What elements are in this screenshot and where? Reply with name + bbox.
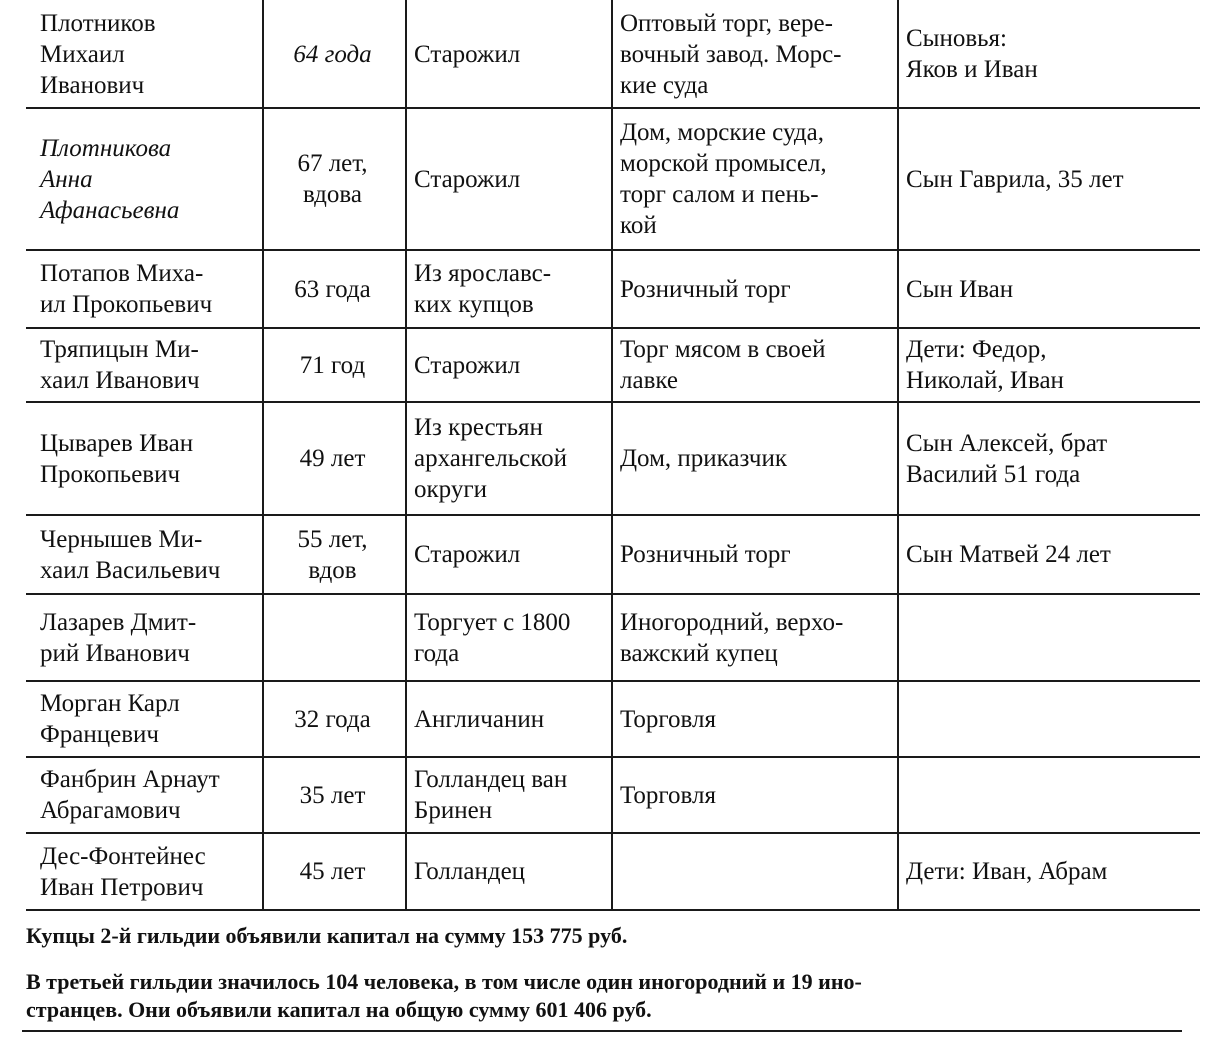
cell-line: Яков и Иван [906,56,1038,83]
cell-line: лавке [620,367,678,394]
cell-line: вочный завод. Морс- [620,40,842,68]
cell-line: ких купцов [414,291,534,318]
cell-line: Тряпицын Ми- [40,336,199,363]
cell-line: Старожил [414,40,521,68]
cell-line: 63 года [294,275,371,303]
cell-line: Абрагамович [40,797,181,824]
merchant-age [263,39,402,70]
note-second-guild: Купцы 2-й гильдии объявили капитал на сумму 153 775 руб. [26,923,628,948]
cell-line: важский купец [620,639,778,667]
merchant-origin [414,856,608,887]
cell-line: рий Иванович [40,639,190,667]
cell-line: Чернышев Ми- [40,525,203,553]
merchant-origin [414,258,608,320]
merchant-origin [414,164,608,195]
merchant-name [40,524,259,586]
cell-line: Иванович [40,71,145,99]
cell-line: Торг мясом в своей [620,336,826,363]
cell-line: округи [414,476,487,503]
cell-line: торг салом и пень- [620,181,819,208]
cell-line: Розничный торг [620,541,791,568]
merchant-age [263,443,402,474]
row-divider [26,107,1200,109]
cell-line: 64 года [293,40,372,68]
cell-line: Сын Алексей, брат [906,429,1108,457]
merchant-origin [414,412,608,505]
cell-line: Дес-Фонтейнес [40,842,206,870]
merchant-name [40,428,259,490]
merchant-age [263,524,402,586]
cell-line: хаил Иванович [40,367,200,394]
cell-line: вдова [303,181,362,208]
merchant-age [263,704,402,735]
cell-line: Плотникова [40,134,172,162]
cell-line: Из крестьян [414,414,543,441]
cell-line: Старожил [414,165,521,193]
merchant-name [40,688,259,750]
cell-line: Торговля [620,705,716,733]
merchant-occupation [620,607,894,669]
cell-line: Голландец ван [414,766,568,793]
cell-line: Дети: Федор, [906,336,1047,363]
row-divider [26,514,1200,516]
cell-line: кие суда [620,71,709,99]
column-divider [611,0,613,910]
row-divider [26,401,1200,403]
cell-line: 67 лет, [297,150,368,177]
cell-line: 45 лет [299,858,366,885]
merchant-origin [414,350,608,381]
row-divider [26,832,1200,834]
cell-line: 35 лет [299,781,366,809]
merchant-family [906,334,1196,396]
merchant-origin [414,704,608,735]
merchant-origin [414,764,608,826]
cell-line: ил Прокопьевич [40,291,213,318]
cell-line: Дом, морские суда, [620,119,824,146]
merchant-age [263,780,402,811]
merchant-age [263,856,402,887]
merchant-family [906,539,1196,570]
row-divider [26,756,1200,758]
merchant-occupation [620,117,894,241]
row-divider [26,909,1200,911]
cell-line: Прокопьевич [40,460,181,488]
merchant-name [40,607,259,669]
cell-line: Иногородний, верхо- [620,608,844,636]
merchant-occupation [620,274,894,305]
merchant-occupation [620,8,894,101]
merchant-family [906,856,1196,887]
cell-line: Афанасьевна [40,196,180,224]
row-divider [26,327,1200,329]
cell-line: Анна [40,165,93,193]
merchant-age [263,148,402,210]
cell-line: Торгует с 1800 [414,608,571,636]
cell-line: Плотников [40,9,156,37]
cell-line: Иван Петрович [40,873,204,901]
merchant-family [906,23,1196,85]
merchant-origin [414,539,608,570]
merchant-occupation [620,539,894,570]
merchant-family [906,428,1196,490]
cell-line: Цыварев Иван [40,429,194,457]
cell-line: Старожил [414,351,521,379]
cell-line: Лазарев Дмит- [40,608,197,636]
cell-line: Сын Иван [906,275,1014,303]
cell-line: Сын Матвей 24 лет [906,541,1111,568]
cell-line: Торговля [620,781,716,809]
cell-line: хаил Васильевич [40,556,221,584]
merchant-origin [414,607,608,669]
merchant-family [906,164,1196,195]
cell-line: Из ярославс- [414,260,552,287]
cell-line: Францевич [40,721,159,748]
merchant-name [40,764,259,826]
merchant-name [40,8,259,101]
cell-line: Оптовый торг, вере- [620,9,833,37]
cell-line: 71 год [299,351,366,379]
note-third-guild-line1: В третьей гильдии значилось 104 человека, в том числе один иногородний и 19 ино- [26,969,862,994]
merchant-name [40,334,259,396]
merchant-occupation [620,780,894,811]
cell-line: Дети: Иван, Абрам [906,858,1108,885]
cell-line: вдов [308,556,357,584]
merchant-origin [414,39,608,70]
cell-line: Розничный торг [620,275,791,303]
cell-line: года [414,639,460,667]
cell-line: кой [620,212,657,239]
cell-line: архангельской [414,445,567,472]
cell-line: Василий 51 года [906,460,1081,488]
cell-line: Голландец [414,858,526,885]
column-divider [897,0,899,910]
cell-line: Старожил [414,541,521,568]
merchant-occupation [620,443,894,474]
row-divider [26,593,1200,595]
note-third-guild-line2: странцев. Они объявили капитал на общую сумму 601 406 руб. [26,997,652,1022]
merchant-occupation [620,704,894,735]
cell-line: Фанбрин Арнаут [40,766,220,793]
cell-line: морской промысел, [620,150,827,177]
merchant-occupation [620,334,894,396]
cell-line: Англичанин [414,705,545,733]
cell-line: Михаил [40,40,125,68]
merchant-age [263,350,402,381]
cell-line: Бринен [414,797,493,824]
row-divider [26,680,1200,682]
cell-line: 55 лет, [297,525,368,553]
merchant-name [40,841,259,903]
bottom-rule [22,1030,1182,1032]
cell-line: 49 лет [299,445,366,472]
merchant-name [40,258,259,320]
cell-line: Николай, Иван [906,367,1064,394]
merchant-name [40,133,259,226]
cell-line: Дом, приказчик [620,445,787,472]
cell-line: Сын Гаврила, 35 лет [906,165,1124,193]
column-divider [405,0,407,910]
cell-line: Потапов Миха- [40,260,204,287]
merchant-family [906,274,1196,305]
merchant-age [263,274,402,305]
cell-line: Морган Карл [40,690,180,717]
row-divider [26,249,1200,251]
cell-line: 32 года [294,705,371,733]
cell-line: Сыновья: [906,25,1008,52]
